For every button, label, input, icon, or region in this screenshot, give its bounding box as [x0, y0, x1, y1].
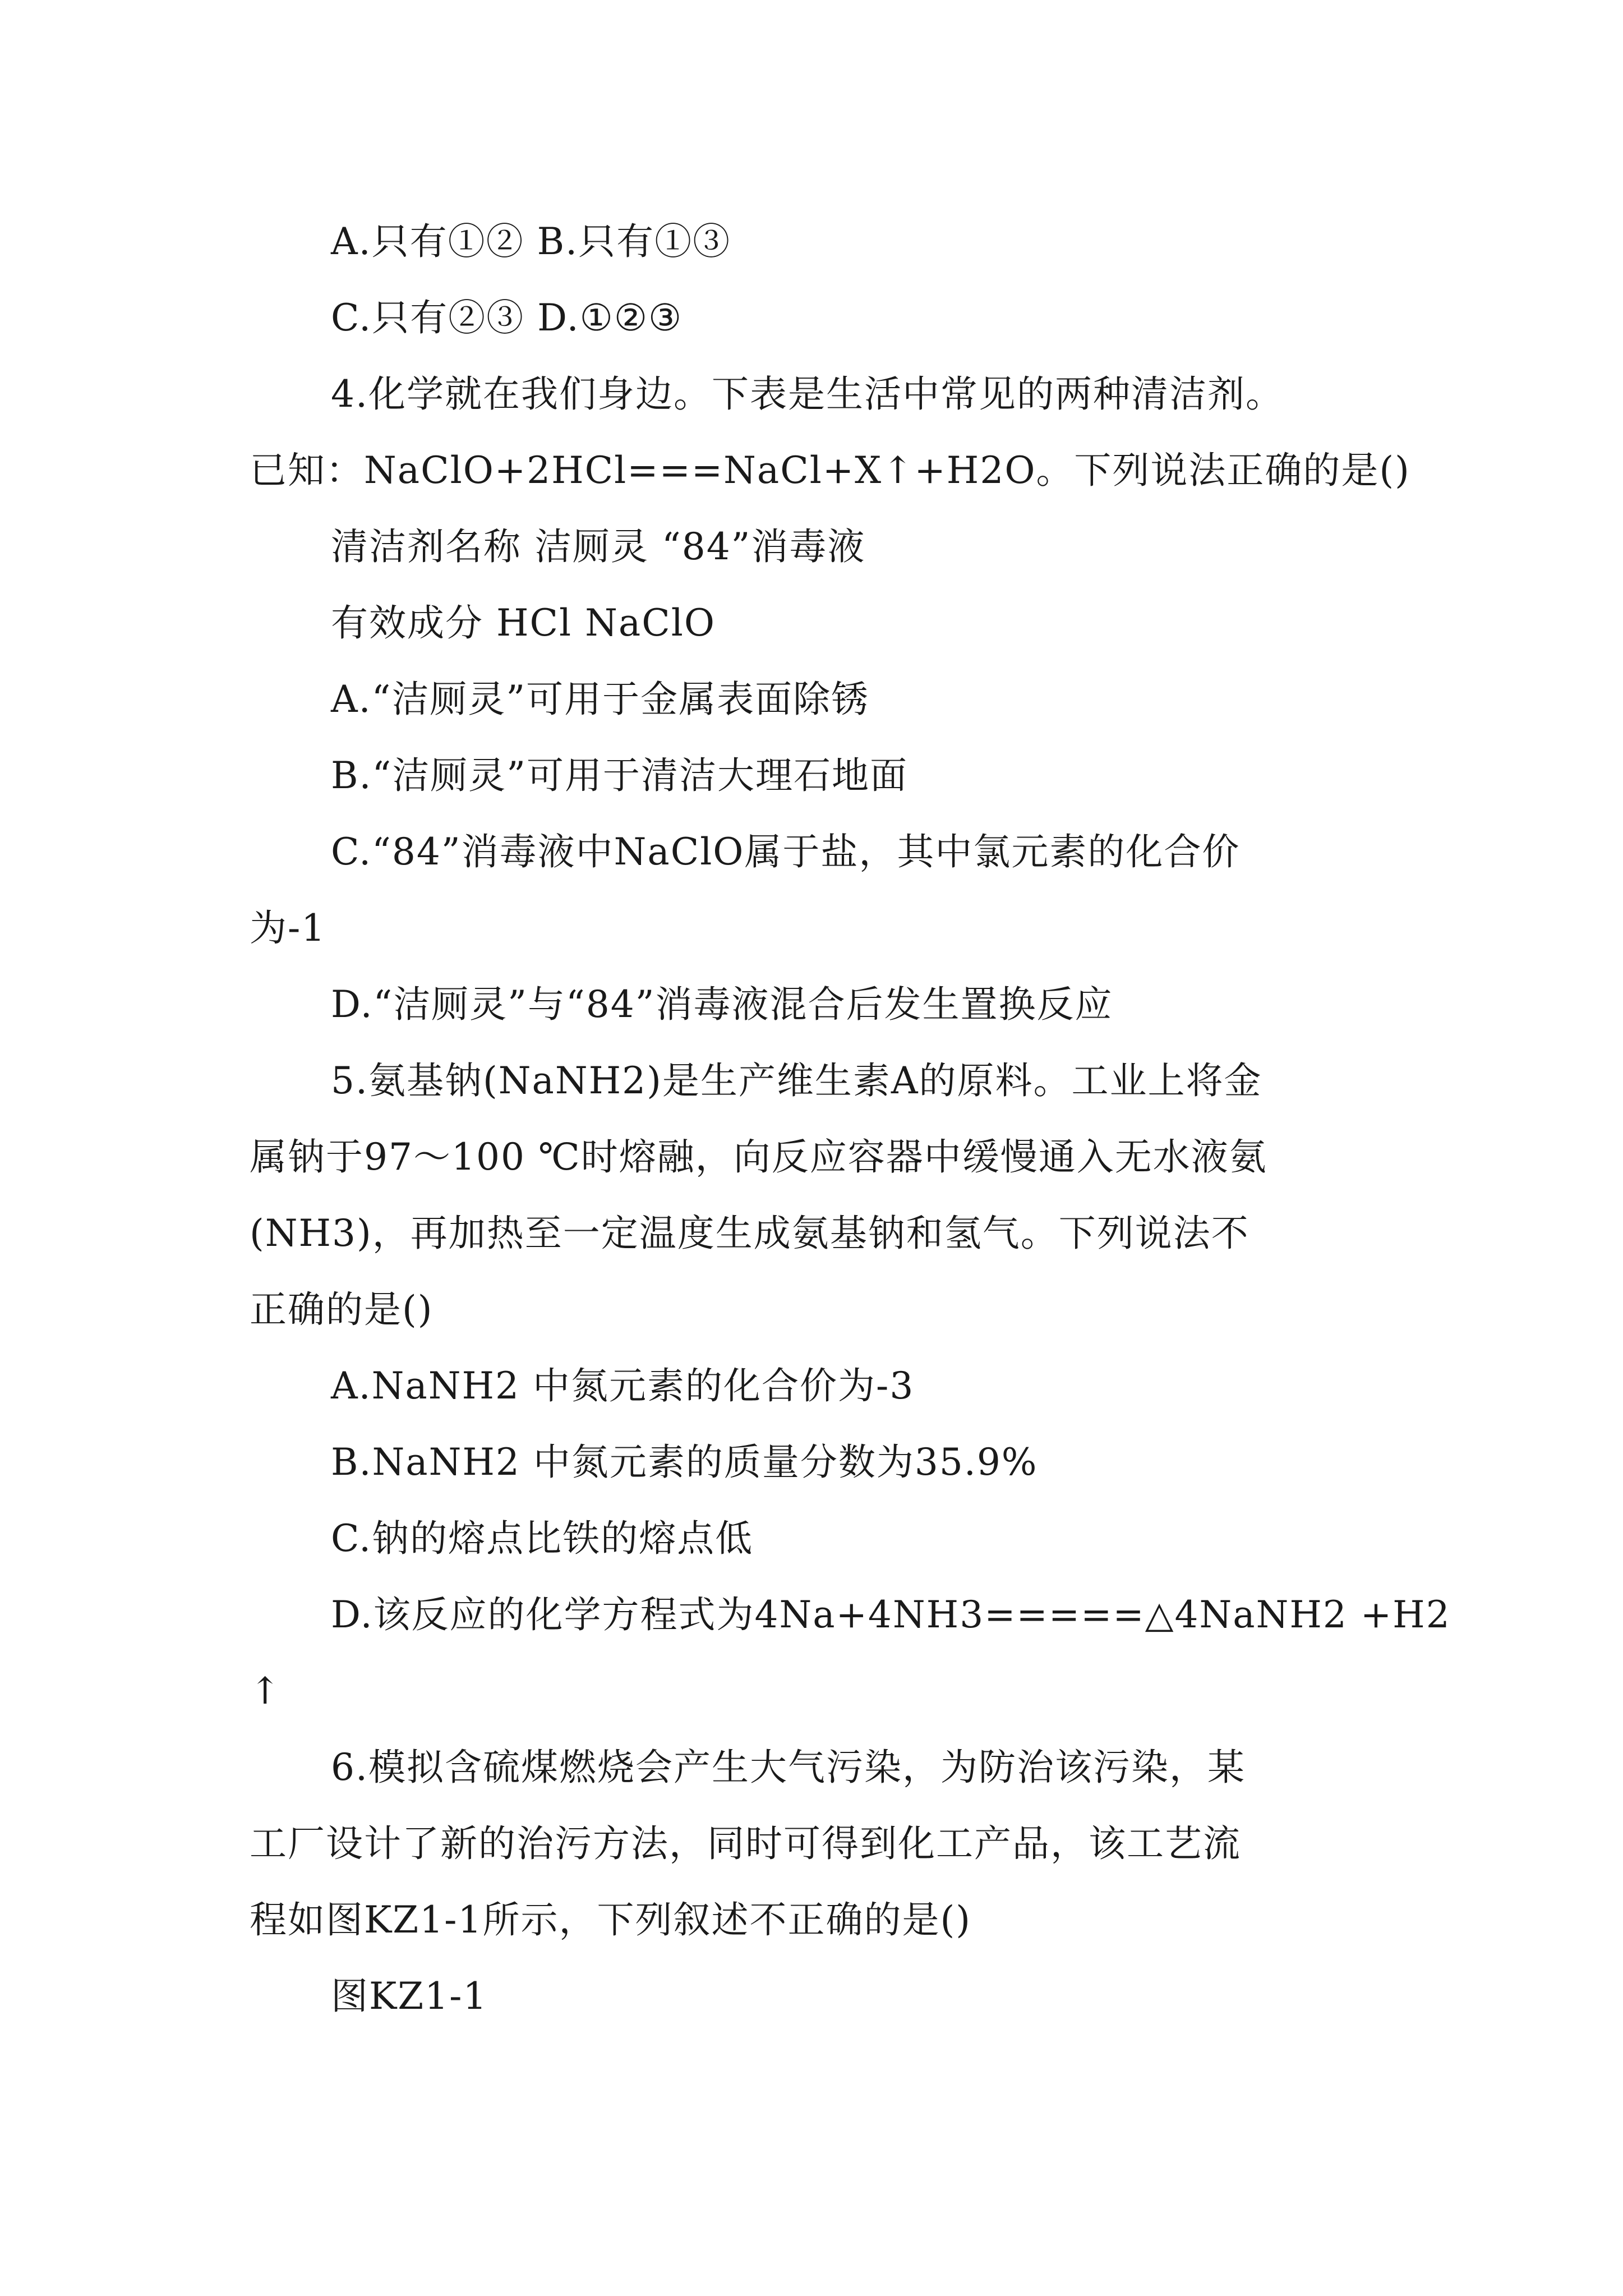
- q5-option-a: A.NaNH2 中氮元素的化合价为-3: [331, 1364, 915, 1407]
- q5-option-d-line1: D.该反应的化学方程式为4Na+4NH3=====△4NaNH2 +H2: [331, 1593, 1451, 1636]
- q6-stem-line2: 工厂设计了新的治污方法，同时可得到化工产品，该工艺流: [250, 1822, 1241, 1865]
- q6-stem-line1: 6.模拟含硫煤燃烧会产生大气污染，为防治该污染，某: [331, 1746, 1246, 1789]
- q4-table-row: 有效成分 HCl NaClO: [331, 601, 716, 645]
- q5-stem-line4: 正确的是(): [250, 1288, 434, 1331]
- q3-options-ab: A.只有①② B.只有①③: [331, 220, 731, 263]
- q4-option-b: B.“洁厕灵”可用于清洁大理石地面: [331, 754, 908, 797]
- q4-option-d: D.“洁厕灵”与“84”消毒液混合后发生置换反应: [331, 983, 1113, 1026]
- q5-option-b: B.NaNH2 中氮元素的质量分数为35.9%: [331, 1441, 1038, 1484]
- q4-option-c-line2: 为-1: [250, 907, 326, 950]
- q5-stem-line1: 5.氨基钠(NaNH2)是生产维生素A的原料。工业上将金: [331, 1059, 1262, 1102]
- q5-stem-line2: 属钠于97～100 ℃时熔融，向反应容器中缓慢通入无水液氨: [250, 1135, 1267, 1179]
- q4-stem-line2: 已知：NaClO+2HCl===NaCl+X↑+H2O。下列说法正确的是(): [250, 449, 1410, 492]
- q5-option-d-line2: ↑: [250, 1669, 282, 1713]
- q4-option-a: A.“洁厕灵”可用于金属表面除锈: [331, 678, 870, 721]
- q6-stem-line3: 程如图KZ1-1所示，下列叙述不正确的是(): [250, 1898, 971, 1941]
- q5-stem-line3: (NH3)，再加热至一定温度生成氨基钠和氢气。下列说法不: [250, 1212, 1249, 1255]
- q4-table-header: 清洁剂名称 洁厕灵 “84”消毒液: [331, 525, 866, 568]
- q4-option-c-line1: C.“84”消毒液中NaClO属于盐，其中氯元素的化合价: [331, 830, 1241, 873]
- figure-caption: 图KZ1-1: [331, 1975, 488, 2018]
- q3-options-cd: C.只有②③ D.①②③: [331, 296, 683, 339]
- q4-stem-line1: 4.化学就在我们身边。下表是生活中常见的两种清洁剂。: [331, 372, 1284, 416]
- q5-option-c: C.钠的熔点比铁的熔点低: [331, 1517, 754, 1560]
